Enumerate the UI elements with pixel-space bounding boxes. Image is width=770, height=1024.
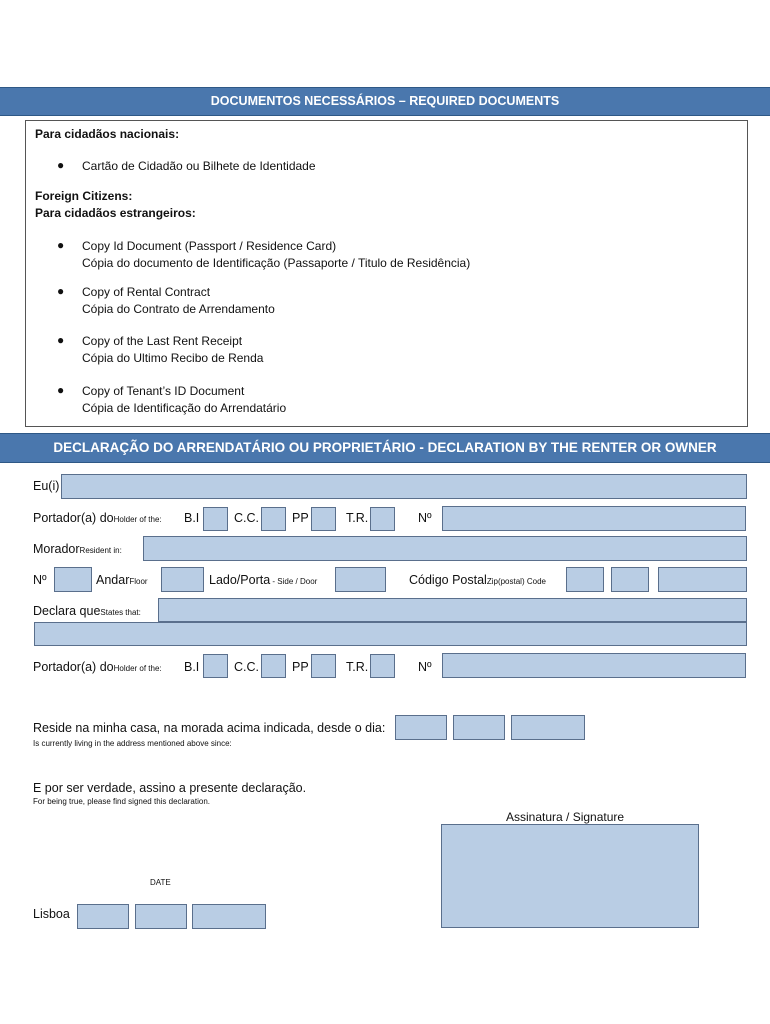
bi-checkbox[interactable] [203,507,228,531]
nationals-item: Cartão de Cidadão ou Bilhete de Identidade [82,159,316,173]
postal-code-field-2[interactable] [611,567,649,592]
postal-code-field-3[interactable] [658,567,747,592]
since-month-field[interactable] [453,715,505,740]
bi-label: B.I [184,660,200,674]
living-since-text: Reside na minha casa, na morada acima indicada, desde o dia: [33,721,386,735]
bullet-icon: ● [57,383,65,397]
truth-statement-subtext: For being true, please find signed this declaration. [33,797,210,806]
bi-label: B.I [184,511,200,525]
since-year-field[interactable] [511,715,585,740]
foreign-item-pt: Cópia de Identificação do Arrendatário [82,401,287,415]
door-number-field[interactable] [54,567,92,592]
pp-label: PP [292,660,309,674]
pp-checkbox[interactable] [311,654,336,678]
tr-checkbox[interactable] [370,507,395,531]
signature-field[interactable] [441,824,699,928]
holder-label: Portador(a) doHolder of the: [33,660,162,674]
postal-code-label: Código PostalZip(postal) Code [409,573,546,587]
foreign-item-en: Copy of Tenant’s ID Document [82,384,245,398]
foreign-label-pt: Para cidadãos estrangeiros: [35,206,196,220]
side-door-label: Lado/Porta - Side / Door [209,573,318,587]
name-field[interactable] [61,474,747,499]
foreign-item-pt: Cópia do Ultimo Recibo de Renda [82,351,264,365]
bi-checkbox[interactable] [203,654,228,678]
foreign-item-en: Copy of the Last Rent Receipt [82,334,243,348]
bullet-icon: ● [57,238,65,252]
floor-field[interactable] [161,567,204,592]
cc-checkbox[interactable] [261,507,286,531]
resident-label: MoradorResident in: [33,542,122,556]
bullet-icon: ● [57,284,65,298]
city-label: Lisboa [33,907,70,921]
pp-label: PP [292,511,309,525]
date-day-field[interactable] [77,904,129,929]
foreign-item-pt: Cópia do documento de Identificação (Passaporte / Titulo de Residência) [82,256,471,270]
floor-label: AndarFloor [96,573,148,587]
foreign-label-en: Foreign Citizens: [35,189,133,203]
number-label: Nº [418,660,432,674]
cc-label: C.C. [234,660,259,674]
foreign-item-en: Copy Id Document (Passport / Residence Card) [82,239,337,253]
signature-label: Assinatura / Signature [506,810,625,824]
date-label: DATE [150,878,171,887]
document-number-field[interactable] [442,506,746,531]
address-field[interactable] [143,536,747,561]
foreign-item-en: Copy of Rental Contract [82,285,211,299]
number-label: Nº [418,511,432,525]
states-field-continued[interactable] [34,622,747,646]
tr-label: T.R. [346,660,369,674]
date-year-field[interactable] [192,904,266,929]
pp-checkbox[interactable] [311,507,336,531]
bullet-icon: ● [57,333,65,347]
required-documents-header: DOCUMENTOS NECESSÁRIOS – REQUIRED DOCUMENTS [0,87,770,116]
door-number-label: Nº [33,573,47,587]
living-since-subtext: Is currently living in the address mentioned above since: [33,739,232,748]
bullet-icon: ● [57,158,65,172]
declaration-header: DECLARAÇÃO DO ARRENDATÁRIO OU PROPRIETÁRIO - DECLARATION BY THE RENTER OR OWNER [0,433,770,463]
tr-checkbox[interactable] [370,654,395,678]
foreign-item-pt: Cópia do Contrato de Arrendamento [82,302,275,316]
cc-label: C.C. [234,511,259,525]
tr-label: T.R. [346,511,369,525]
side-door-field[interactable] [335,567,386,592]
states-field[interactable] [158,598,747,622]
postal-code-field-1[interactable] [566,567,604,592]
eu-label: Eu(i) [33,479,60,493]
cc-checkbox[interactable] [261,654,286,678]
document-number-field[interactable] [442,653,746,678]
states-label: Declara queStates that: [33,604,141,618]
holder-label: Portador(a) doHolder of the: [33,511,162,525]
truth-statement: E por ser verdade, assino a presente declaração. [33,781,307,795]
nationals-label: Para cidadãos nacionais: [35,127,180,141]
since-day-field[interactable] [395,715,447,740]
date-month-field[interactable] [135,904,187,929]
